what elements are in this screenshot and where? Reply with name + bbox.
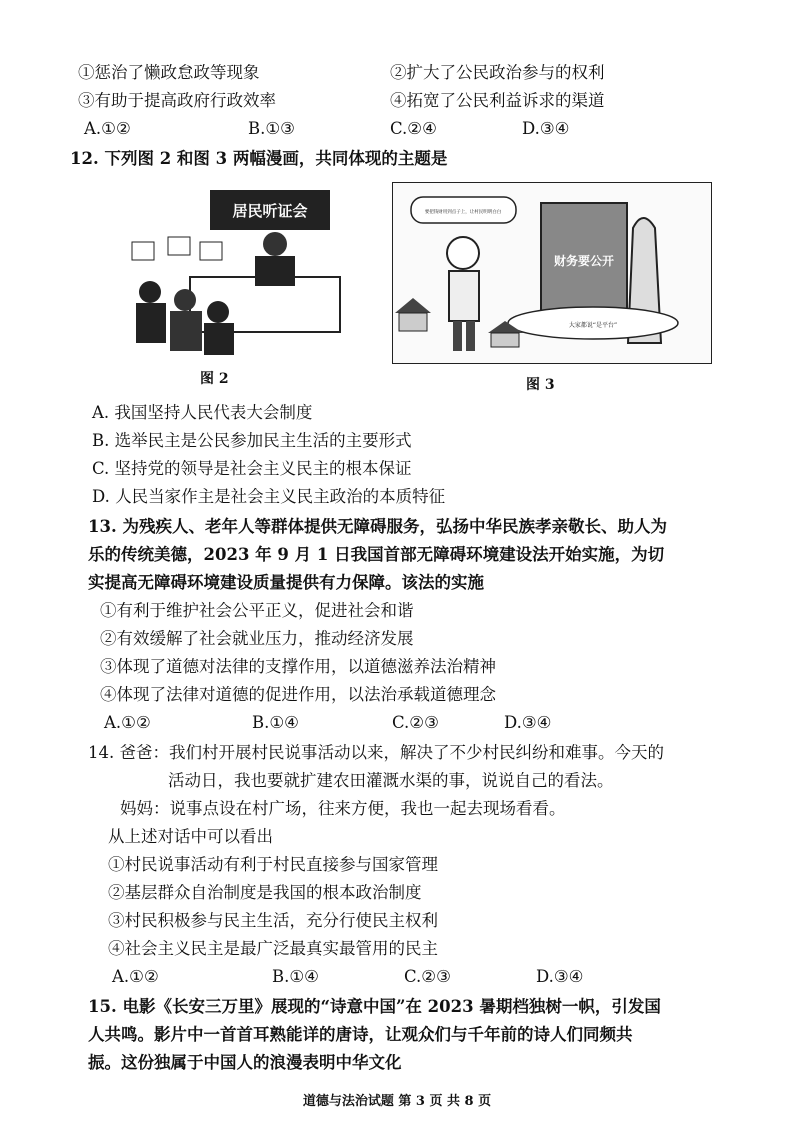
q13-item-1: ①有利于维护社会公平正义，促进社会和谐 (100, 601, 414, 620)
q14-dad-line-2: 活动日，我也要就扩建农田灌溉水渠的事，说说自己的看法。 (168, 771, 614, 790)
q11-option-c: C.②④ (390, 119, 437, 138)
q11-item-2: ②扩大了公民政治参与的权利 (390, 63, 605, 82)
q11-item-4: ④拓宽了公民利益诉求的渠道 (390, 91, 605, 110)
q15-stem-line-1: 15. 电影《长安三万里》展现的“诗意中国”在 2023 暑期档独树一帜，引发国 (88, 997, 661, 1016)
q13-item-2: ②有效缓解了社会就业压力，推动经济发展 (100, 629, 414, 648)
q13-option-c: C.②③ (392, 713, 439, 732)
citizen-body-3 (204, 323, 234, 355)
citizen-head-3 (207, 301, 229, 323)
placard-1 (132, 242, 154, 260)
house-roof-left (395, 298, 431, 313)
q14-item-1: ①村民说事活动有利于村民直接参与国家管理 (108, 855, 438, 874)
q13-stem-line-3: 实提高无障碍环境建设质量提供有力保障。该法的实施 (88, 573, 484, 592)
q14-option-a: A.①② (112, 967, 159, 986)
disclosure-board-text: 财务要公开 (553, 254, 615, 268)
q12-stem: 12. 下列图 2 和图 3 两幅漫画，共同体现的主题是 (70, 149, 448, 168)
figure-2-cartoon (120, 182, 350, 357)
q15-stem-line-3: 振。这份独属于中国人的浪漫表明中华文化 (88, 1053, 402, 1072)
q11-option-b: B.①③ (248, 119, 295, 138)
figure-3-cartoon (393, 183, 711, 363)
villager-leg-left (453, 321, 462, 351)
q13-stem-line-2: 乐的传统美德，2023 年 9 月 1 日我国首部无障碍环境建设法开始实施，为切 (88, 545, 665, 564)
q13-option-d: D.③④ (504, 713, 552, 732)
q14-item-3: ③村民积极参与民主生活，充分行使民主权利 (108, 911, 438, 930)
citizen-body-1 (136, 303, 166, 343)
q14-dad-line-1: 14. 爸爸：我们村开展村民说事活动以来，解决了不少村民纠纷和难事。今天的 (88, 743, 664, 762)
q12-option-c: C. 坚持党的领导是社会主义民主的根本保证 (92, 459, 412, 478)
q14-option-d: D.③④ (536, 967, 584, 986)
villager-head (447, 237, 479, 269)
speech-bubble-text: 要把钱财用到点子上，让村民明明白白 (424, 210, 502, 215)
house-left (399, 313, 427, 331)
q11-option-d: D.③④ (522, 119, 570, 138)
q14-item-2: ②基层群众自治制度是我国的根本政治制度 (108, 883, 422, 902)
hearing-sign-text: 居民听证会 (232, 202, 308, 220)
q13-item-3: ③体现了道德对法律的支撑作用，以道德滋养法治精神 (100, 657, 496, 676)
q12-option-d: D. 人民当家作主是社会主义民主政治的本质特征 (92, 487, 446, 506)
house-right (491, 333, 519, 347)
figure-2-caption: 图 2 (200, 371, 229, 387)
q12-option-a: A. 我国坚持人民代表大会制度 (92, 403, 313, 422)
citizen-body-2 (170, 311, 202, 351)
placard-3 (200, 242, 222, 260)
q13-option-b: B.①④ (252, 713, 299, 732)
cloud-platform-label: 大家都说“是平台” (568, 322, 618, 329)
official-head (263, 232, 287, 256)
citizen-head-2 (174, 289, 196, 311)
q11-item-1: ①惩治了懒政怠政等现象 (78, 63, 260, 82)
q13-stem-line-1: 13. 为残疾人、老年人等群体提供无障碍服务，弘扬中华民族孝亲敬长、助人为 (88, 517, 667, 536)
q14-prompt: 从上述对话中可以看出 (108, 827, 273, 846)
q14-option-c: C.②③ (404, 967, 451, 986)
figure-3-caption: 图 3 (526, 377, 555, 393)
q13-item-4: ④体现了法律对道德的促进作用，以法治承载道德理念 (100, 685, 496, 704)
q14-mom-line: 妈妈：说事点设在村广场，往来方便，我也一起去现场看看。 (120, 799, 566, 818)
citizen-head-1 (139, 281, 161, 303)
q14-item-4: ④社会主义民主是最广泛最真实最管用的民主 (108, 939, 438, 958)
villager-leg-right (466, 321, 475, 351)
page-footer: 道德与法治试题 第 3 页 共 8 页 (302, 1094, 492, 1109)
q11-option-a: A.①② (84, 119, 131, 138)
official-body (255, 256, 295, 286)
q13-option-a: A.①② (104, 713, 151, 732)
q11-item-3: ③有助于提高政府行政效率 (78, 91, 276, 110)
q15-stem-line-2: 人共鸣。影片中一首首耳熟能详的唐诗，让观众们与千年前的诗人们同频共 (88, 1025, 633, 1044)
placard-2 (168, 237, 190, 255)
q14-option-b: B.①④ (272, 967, 319, 986)
q12-option-b: B. 选举民主是公民参加民主生活的主要形式 (92, 431, 412, 450)
villager-body (449, 271, 479, 321)
figure-3-frame (392, 182, 712, 364)
